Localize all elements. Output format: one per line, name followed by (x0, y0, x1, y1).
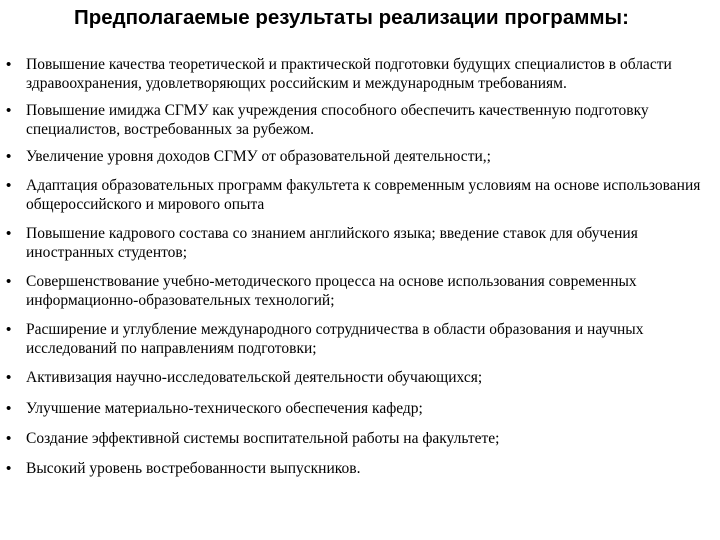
list-item-text: Высокий уровень востребованности выпускников. (26, 460, 361, 477)
list-item-text: Расширение и углубление международного сотрудничества в области образования и научных исследований по направлениям подготовки; (26, 321, 644, 357)
list-item-text: Совершенствование учебно-методического процесса на основе использования современных информационно-образовательных технологий; (26, 273, 637, 309)
list-item (6, 459, 718, 478)
bullet-icon: • (6, 430, 12, 447)
bullet-icon: • (6, 148, 12, 165)
list-item-text: Адаптация образовательных программ факультета к современным условиям на основе использования общероссийского и мирового опыта (26, 177, 701, 213)
list-item (6, 320, 718, 358)
list-item (6, 55, 718, 93)
list-item (6, 101, 718, 139)
list-item-text: Создание эффективной системы воспитательной работы на факультете; (26, 430, 500, 447)
bullet-icon: • (6, 321, 12, 338)
list-item (6, 224, 718, 262)
list-item-text: Увеличение уровня доходов СГМУ от образовательной деятельности,; (26, 148, 491, 165)
bullet-icon: • (6, 56, 12, 73)
list-item (6, 368, 718, 387)
list-item-text: Повышение кадрового состава со знанием английского языка; введение ставок для обучения иностранных студентов; (26, 225, 638, 261)
bullet-icon: • (6, 273, 12, 290)
list-item (6, 399, 718, 418)
bullet-icon: • (6, 177, 12, 194)
list-item-text: Повышение имиджа СГМУ как учреждения способного обеспечить качественную подготовку специалистов, востребованных за рубежом. (26, 102, 649, 138)
bullet-icon: • (6, 102, 12, 119)
list-item (6, 176, 718, 214)
slide-title: Предполагаемые результаты реализации программы: (74, 6, 629, 29)
bullet-icon: • (6, 369, 12, 386)
results-list (6, 55, 718, 489)
list-item (6, 272, 718, 310)
bullet-icon: • (6, 460, 12, 477)
list-item (6, 147, 718, 166)
bullet-icon: • (6, 225, 12, 242)
bullet-icon: • (6, 400, 12, 417)
list-item-text: Улучшение материально-технического обеспечения кафедр; (26, 400, 423, 417)
list-item-text: Активизация научно-исследовательской деятельности обучающихся; (26, 369, 483, 386)
list-item (6, 429, 718, 448)
list-item-text: Повышение качества теоретической и практической подготовки будущих специалистов в области здравоохранения, удовлетворяющих российским и международным требованиям. (26, 56, 672, 92)
